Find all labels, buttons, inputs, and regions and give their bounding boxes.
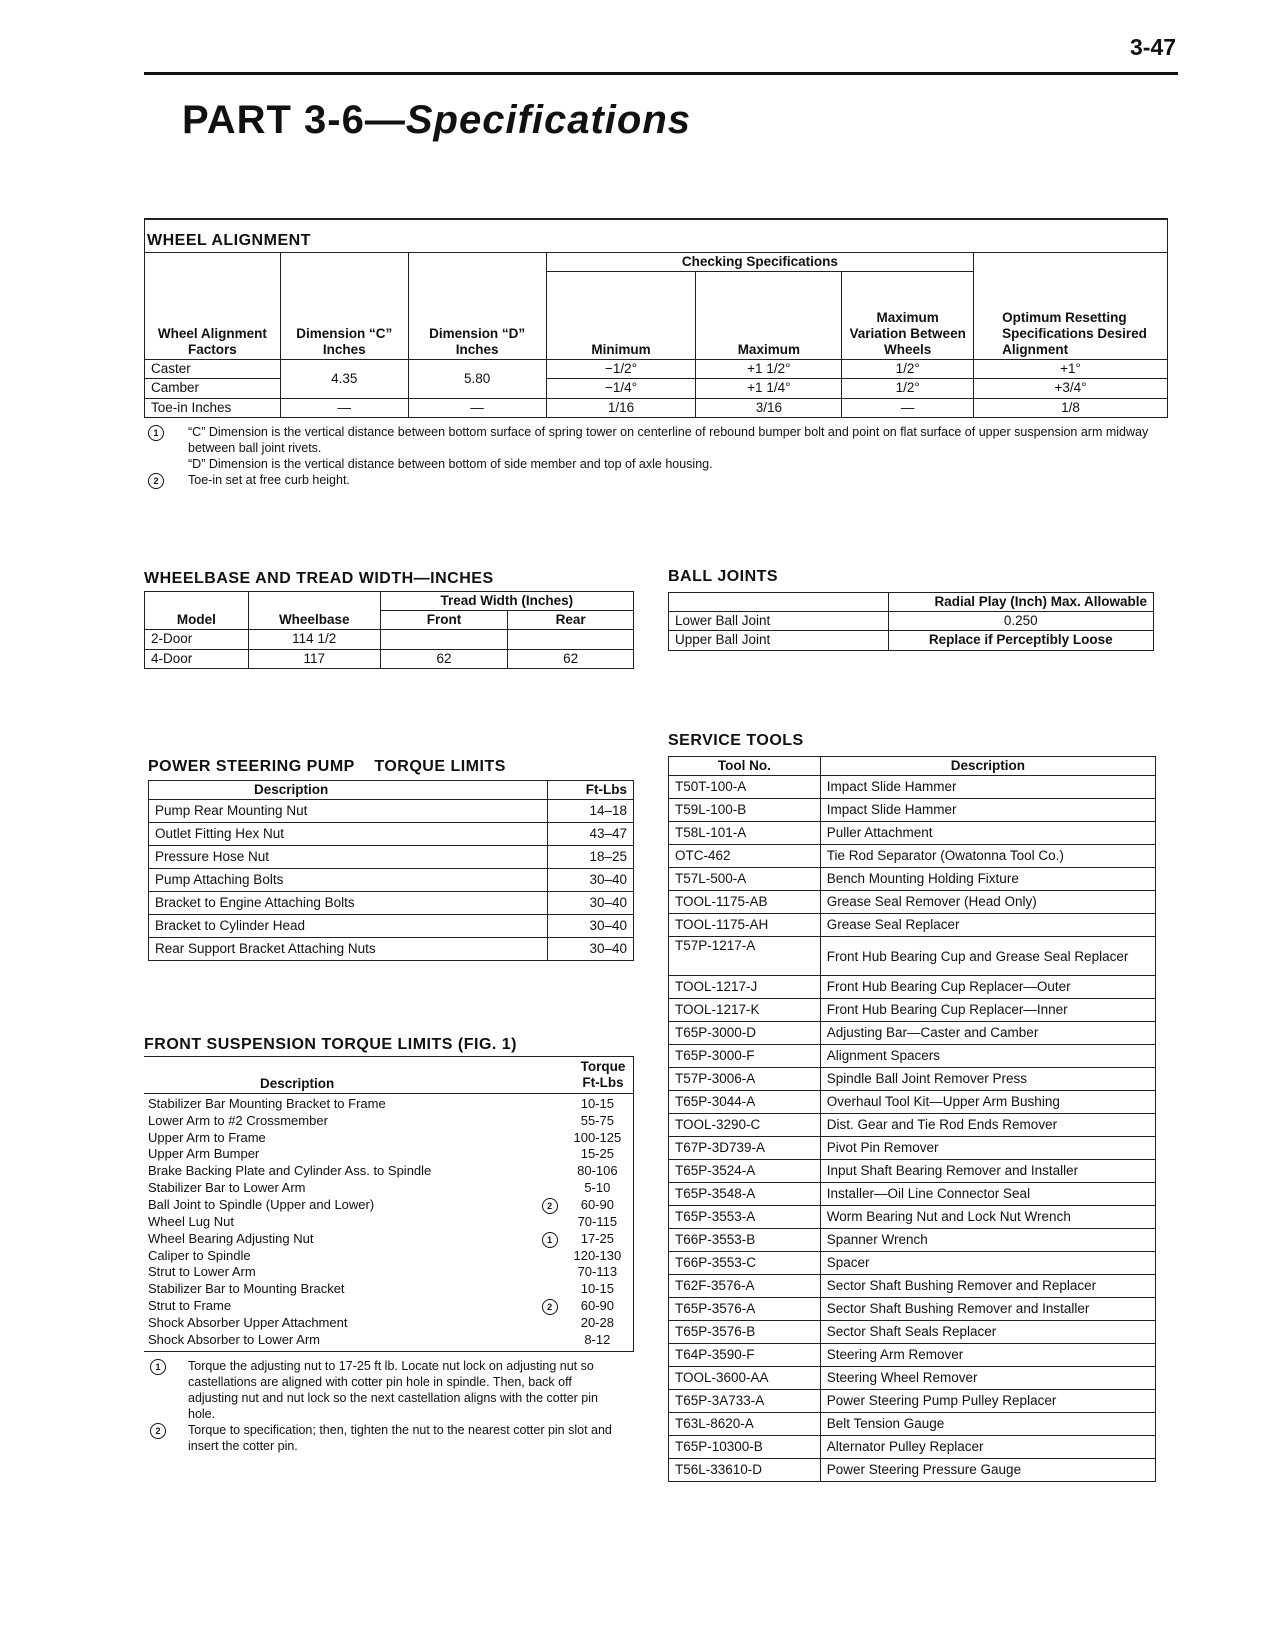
table-row: [669, 822, 1156, 845]
description-cell: Rear Support Bracket Attaching Nuts: [149, 938, 548, 961]
rear-cell: [508, 630, 634, 649]
table-row: [149, 823, 634, 846]
header-checking: Checking Specifications: [546, 253, 974, 272]
table-row: [669, 1137, 1156, 1160]
description-cell: Shock Absorber Upper Attachment: [148, 1314, 348, 1330]
value-cell: 30–40: [548, 938, 634, 961]
tool-description-cell: Front Hub Bearing Cup Replacer—Inner: [820, 999, 1155, 1022]
tool-description-cell: Front Hub Bearing Cup and Grease Seal Replacer: [820, 937, 1155, 976]
value-cell: 43–47: [548, 823, 634, 846]
header-description: Description: [260, 1076, 335, 1091]
description-cell: Stabilizer Bar to Lower Arm: [148, 1179, 306, 1195]
tool-no-cell: T63L-8620-A: [669, 1413, 821, 1436]
table-row: [144, 1096, 633, 1113]
header-torque: Torque Ft-Lbs: [580, 1059, 626, 1090]
table-row: [669, 914, 1156, 937]
note-marker: 1: [148, 425, 164, 441]
joint-value-cell: Replace if Perceptibly Loose: [888, 631, 1154, 650]
tool-description-cell: Impact Slide Hammer: [820, 776, 1155, 799]
joint-name-cell: Lower Ball Joint: [669, 612, 889, 631]
note-marker: 2: [542, 1299, 558, 1315]
value-cell: 10-15: [580, 1096, 614, 1111]
description-cell: Upper Arm to Frame: [148, 1129, 266, 1145]
wheel-alignment-notes: [144, 424, 1158, 488]
table-row: [149, 915, 634, 938]
variation-cell: 1/2°: [842, 379, 974, 398]
model-cell: 4-Door: [145, 649, 249, 668]
note-text: Torque the adjusting nut to 17-25 ft lb. Locate nut lock on adjusting nut so castellations are aligned with cotter pin hole in spindle. Then, back off adjusting nut and nut lock so the next castellation aligns with the cotter pin hole.: [188, 1358, 598, 1421]
tool-description-cell: Bench Mounting Holding Fixture: [820, 868, 1155, 891]
page-number: 3-47: [1130, 34, 1177, 60]
header-description: Description: [149, 781, 548, 800]
tool-no-cell: T65P-3553-A: [669, 1206, 821, 1229]
note-marker: 2: [542, 1198, 558, 1214]
ball-joints-table: [668, 592, 1154, 651]
joint-name-cell: Upper Ball Joint: [669, 631, 889, 650]
tool-description-cell: Impact Slide Hammer: [820, 799, 1155, 822]
header-model: Model: [145, 592, 249, 630]
tool-no-cell: T65P-3548-A: [669, 1183, 821, 1206]
note-text: “D” Dimension is the vertical distance between bottom of side member and top of axle housing.: [188, 456, 713, 471]
header-optimum: Optimum Resetting Specifications Desired Alignment: [974, 253, 1168, 360]
description-cell: Pressure Hose Nut: [149, 846, 548, 869]
header-ftlbs: Ft-Lbs: [548, 781, 634, 800]
value-cell: 30–40: [548, 892, 634, 915]
tool-no-cell: T56L-33610-D: [669, 1459, 821, 1482]
table-row: [669, 1390, 1156, 1413]
wheelbase-table: [144, 591, 634, 669]
value-cell: 18–25: [548, 846, 634, 869]
tool-description-cell: Spacer: [820, 1252, 1155, 1275]
power-steering-section: [148, 758, 634, 961]
part-title: [182, 98, 691, 143]
front-suspension-section: [144, 1036, 634, 1454]
power-steering-table: [148, 780, 634, 961]
table-row: [144, 1248, 633, 1265]
header-front: Front: [380, 611, 508, 630]
tool-description-cell: Worm Bearing Nut and Lock Nut Wrench: [820, 1206, 1155, 1229]
tool-no-cell: T57P-3006-A: [669, 1068, 821, 1091]
table-row: [669, 1183, 1156, 1206]
table-row: [669, 845, 1156, 868]
optimum-cell: +3/4°: [974, 379, 1168, 398]
description-cell: Wheel Bearing Adjusting Nut: [148, 1230, 314, 1246]
tool-no-cell: TOOL-1175-AH: [669, 914, 821, 937]
top-rule: [144, 72, 1178, 75]
tool-no-cell: T58L-101-A: [669, 822, 821, 845]
description-cell: Upper Arm Bumper: [148, 1146, 260, 1162]
value-cell: 8-12: [584, 1331, 611, 1347]
note-marker: 2: [148, 473, 164, 489]
table-row: [669, 631, 1154, 650]
header-maximum: Maximum: [696, 272, 842, 360]
dim-d-cell: —: [408, 398, 546, 417]
tool-no-cell: T50T-100-A: [669, 776, 821, 799]
tool-no-cell: T66P-3553-B: [669, 1229, 821, 1252]
table-row: [149, 938, 634, 961]
value-cell: 30–40: [548, 915, 634, 938]
table-row: [669, 1160, 1156, 1183]
max-cell: +1 1/4°: [696, 379, 842, 398]
value-cell: 70-115: [577, 1213, 618, 1229]
description-cell: Bracket to Cylinder Head: [149, 915, 548, 938]
tool-no-cell: T65P-3524-A: [669, 1160, 821, 1183]
tool-description-cell: Spindle Ball Joint Remover Press: [820, 1068, 1155, 1091]
tool-no-cell: T57P-1217-A: [669, 937, 821, 976]
tool-no-cell: T65P-3576-B: [669, 1321, 821, 1344]
description-cell: Shock Absorber to Lower Arm: [148, 1331, 320, 1347]
table-row: [669, 612, 1154, 631]
table-row: [669, 1413, 1156, 1436]
tool-description-cell: Sector Shaft Seals Replacer: [820, 1321, 1155, 1344]
table-row: [144, 1264, 633, 1281]
value-cell: 17-25: [580, 1230, 614, 1246]
description-cell: Stabilizer Bar to Mounting Bracket: [148, 1281, 345, 1297]
table-row: [145, 649, 634, 668]
table-row: [144, 1163, 633, 1180]
description-cell: Wheel Lug Nut: [148, 1213, 234, 1229]
optimum-cell: 1/8: [974, 398, 1168, 417]
tool-description-cell: Pivot Pin Remover: [820, 1137, 1155, 1160]
table-row: [145, 630, 634, 649]
tool-no-cell: T66P-3553-C: [669, 1252, 821, 1275]
table-row: [669, 937, 1156, 976]
tool-description-cell: Power Steering Pump Pulley Replacer: [820, 1390, 1155, 1413]
front-suspension-notes: [144, 1358, 618, 1454]
table-row: [144, 1231, 633, 1248]
tool-description-cell: Alternator Pulley Replacer: [820, 1436, 1155, 1459]
table-row: [669, 1114, 1156, 1137]
ball-joints-section: [668, 568, 1154, 651]
joint-value-cell: 0.250: [888, 612, 1154, 631]
power-steering-title: POWER STEERING PUMP TORQUE LIMITS: [148, 758, 506, 775]
factor-cell: Caster: [145, 360, 281, 379]
table-row: [144, 1298, 633, 1315]
description-cell: Bracket to Engine Attaching Bolts: [149, 892, 548, 915]
tool-description-cell: Steering Wheel Remover: [820, 1367, 1155, 1390]
tool-no-cell: T65P-3576-A: [669, 1298, 821, 1321]
table-row: [669, 1091, 1156, 1114]
table-row: [669, 999, 1156, 1022]
table-row: [144, 1180, 633, 1197]
table-row: [145, 398, 1168, 417]
table-row: [144, 1146, 633, 1163]
tool-description-cell: Installer—Oil Line Connector Seal: [820, 1183, 1155, 1206]
description-cell: Brake Backing Plate and Cylinder Ass. to Spindle: [148, 1163, 432, 1179]
tool-no-cell: TOOL-3290-C: [669, 1114, 821, 1137]
part-title-prefix: PART 3-6—: [182, 98, 406, 142]
tool-no-cell: T67P-3D739-A: [669, 1137, 821, 1160]
tool-description-cell: Spanner Wrench: [820, 1229, 1155, 1252]
header-tread: Tread Width (Inches): [380, 592, 633, 611]
description-cell: Outlet Fitting Hex Nut: [149, 823, 548, 846]
tool-description-cell: Tie Rod Separator (Owatonna Tool Co.): [820, 845, 1155, 868]
tool-description-cell: Overhaul Tool Kit—Upper Arm Bushing: [820, 1091, 1155, 1114]
header-rear: Rear: [508, 611, 634, 630]
table-row: [669, 868, 1156, 891]
description-cell: Strut to Lower Arm: [148, 1264, 256, 1280]
tool-no-cell: T65P-3000-D: [669, 1022, 821, 1045]
wheelbase-cell: 114 1/2: [248, 630, 380, 649]
front-cell: 62: [380, 649, 508, 668]
description-cell: Pump Rear Mounting Nut: [149, 800, 548, 823]
header-description: Description: [820, 757, 1155, 776]
table-row: [149, 800, 634, 823]
min-cell: 1/16: [546, 398, 696, 417]
table-row: [144, 1332, 633, 1349]
tool-description-cell: Puller Attachment: [820, 822, 1155, 845]
note-marker: 2: [150, 1423, 166, 1439]
table-row: [145, 360, 1168, 379]
wheel-alignment-title: WHEEL ALIGNMENT: [147, 232, 311, 249]
table-row: [669, 1252, 1156, 1275]
value-cell: 55-75: [580, 1112, 614, 1128]
tool-description-cell: Power Steering Pressure Gauge: [820, 1459, 1155, 1482]
max-cell: 3/16: [696, 398, 842, 417]
table-row: [669, 776, 1156, 799]
tool-no-cell: T65P-3044-A: [669, 1091, 821, 1114]
factor-cell: Camber: [145, 379, 281, 398]
wheelbase-title: WHEELBASE AND TREAD WIDTH—INCHES: [144, 570, 494, 587]
description-cell: Ball Joint to Spindle (Upper and Lower): [148, 1196, 375, 1212]
table-row: [669, 1045, 1156, 1068]
value-cell: 100-125: [573, 1129, 622, 1145]
wheel-alignment-table: [144, 252, 1168, 418]
description-cell: Pump Attaching Bolts: [149, 869, 548, 892]
table-row: [669, 891, 1156, 914]
table-row: [669, 1229, 1156, 1252]
tool-no-cell: TOOL-1175-AB: [669, 891, 821, 914]
description-cell: Stabilizer Bar Mounting Bracket to Frame: [148, 1096, 386, 1111]
note-text: Torque to specification; then, tighten the nut to the nearest cotter pin slot and insert the cotter pin.: [188, 1422, 612, 1453]
optimum-cell: +1°: [974, 360, 1168, 379]
description-cell: Caliper to Spindle: [148, 1247, 251, 1263]
tool-description-cell: Grease Seal Remover (Head Only): [820, 891, 1155, 914]
table-row: [149, 892, 634, 915]
value-cell: 120-130: [573, 1247, 622, 1263]
value-cell: 14–18: [548, 800, 634, 823]
tool-no-cell: T65P-3000-F: [669, 1045, 821, 1068]
table-row: [669, 1022, 1156, 1045]
table-row: [669, 1436, 1156, 1459]
tool-description-cell: Steering Arm Remover: [820, 1344, 1155, 1367]
tool-description-cell: Belt Tension Gauge: [820, 1413, 1155, 1436]
tool-description-cell: Front Hub Bearing Cup Replacer—Outer: [820, 976, 1155, 999]
table-row: [669, 976, 1156, 999]
header-factors: Wheel Alignment Factors: [145, 253, 281, 360]
table-row: [669, 1068, 1156, 1091]
tool-no-cell: T62F-3576-A: [669, 1275, 821, 1298]
tool-no-cell: OTC-462: [669, 845, 821, 868]
header-minimum: Minimum: [546, 272, 696, 360]
header-radial-play: Radial Play (Inch) Max. Allowable: [888, 593, 1154, 612]
table-row: [669, 1367, 1156, 1390]
table-row: [144, 1113, 633, 1130]
value-cell: 15-25: [580, 1146, 614, 1162]
wheelbase-section: [144, 570, 634, 669]
max-cell: +1 1/2°: [696, 360, 842, 379]
tool-no-cell: T57L-500-A: [669, 868, 821, 891]
note-marker: 1: [542, 1232, 558, 1248]
table-row: [144, 1214, 633, 1231]
table-row: [144, 1281, 633, 1298]
tool-description-cell: Dist. Gear and Tie Rod Ends Remover: [820, 1114, 1155, 1137]
table-row: [669, 1298, 1156, 1321]
service-tools-title: SERVICE TOOLS: [668, 732, 804, 749]
note-marker: 1: [150, 1359, 166, 1375]
table-row: [149, 846, 634, 869]
table-row: [144, 1315, 633, 1332]
part-title-italic: Specifications: [405, 98, 692, 142]
tool-no-cell: T59L-100-B: [669, 799, 821, 822]
variation-cell: —: [842, 398, 974, 417]
table-row: [669, 799, 1156, 822]
tool-description-cell: Sector Shaft Bushing Remover and Installer: [820, 1298, 1155, 1321]
min-cell: −1/4°: [546, 379, 696, 398]
tool-description-cell: Adjusting Bar—Caster and Camber: [820, 1022, 1155, 1045]
value-cell: 20-28: [580, 1314, 614, 1330]
value-cell: 5-10: [584, 1179, 611, 1195]
min-cell: −1/2°: [546, 360, 696, 379]
value-cell: 10-15: [580, 1281, 614, 1297]
model-cell: 2-Door: [145, 630, 249, 649]
tool-no-cell: T64P-3590-F: [669, 1344, 821, 1367]
service-tools-section: [668, 732, 1156, 1482]
description-cell: Strut to Frame: [148, 1298, 232, 1314]
wheel-alignment-section: [144, 218, 1168, 488]
header-dim-c: Dimension “C” Inches: [280, 253, 408, 360]
tool-no-cell: TOOL-1217-J: [669, 976, 821, 999]
front-suspension-table: [144, 1096, 633, 1349]
factor-cell: Toe-in Inches: [145, 398, 281, 417]
table-row: [669, 1344, 1156, 1367]
front-cell: [380, 630, 508, 649]
value-cell: 80-106: [577, 1163, 618, 1179]
tool-no-cell: T65P-3A733-A: [669, 1390, 821, 1413]
dim-c-cell: —: [280, 398, 408, 417]
note-text: Toe-in set at free curb height.: [188, 472, 350, 487]
header-dim-d: Dimension “D” Inches: [408, 253, 546, 360]
value-cell: 70-113: [577, 1264, 618, 1280]
table-row: [144, 1130, 633, 1147]
tool-description-cell: Input Shaft Bearing Remover and Installer: [820, 1160, 1155, 1183]
header-tool-no: Tool No.: [669, 757, 821, 776]
variation-cell: 1/2°: [842, 360, 974, 379]
service-tools-table: [668, 756, 1156, 1482]
tool-no-cell: TOOL-3600-AA: [669, 1367, 821, 1390]
dim-c-cell: 4.35: [280, 360, 408, 398]
value-cell: 30–40: [548, 869, 634, 892]
ball-joints-title: BALL JOINTS: [668, 568, 779, 585]
tool-no-cell: T65P-10300-B: [669, 1436, 821, 1459]
table-row: [669, 1206, 1156, 1229]
tool-description-cell: Sector Shaft Bushing Remover and Replacer: [820, 1275, 1155, 1298]
table-row: [669, 1275, 1156, 1298]
value-cell: 60-90: [580, 1196, 614, 1212]
table-row: [144, 1197, 633, 1214]
wheelbase-cell: 117: [248, 649, 380, 668]
tool-description-cell: Grease Seal Replacer: [820, 914, 1155, 937]
tool-description-cell: Alignment Spacers: [820, 1045, 1155, 1068]
note-text: “C” Dimension is the vertical distance between bottom surface of spring tower on centerline of rebound bumper bolt and point on flat surface of upper suspension arm midway between ball joint rivets.: [188, 424, 1149, 455]
description-cell: Lower Arm to #2 Crossmember: [148, 1112, 328, 1128]
front-suspension-title: FRONT SUSPENSION TORQUE LIMITS (FIG. 1): [144, 1036, 517, 1053]
table-row: [669, 1321, 1156, 1344]
table-row: [149, 869, 634, 892]
table-row: [669, 1459, 1156, 1482]
header-max-variation: Maximum Variation Between Wheels: [842, 272, 974, 360]
rear-cell: 62: [508, 649, 634, 668]
value-cell: 60-90: [580, 1298, 614, 1314]
tool-no-cell: TOOL-1217-K: [669, 999, 821, 1022]
dim-d-cell: 5.80: [408, 360, 546, 398]
header-wheelbase: Wheelbase: [248, 592, 380, 630]
